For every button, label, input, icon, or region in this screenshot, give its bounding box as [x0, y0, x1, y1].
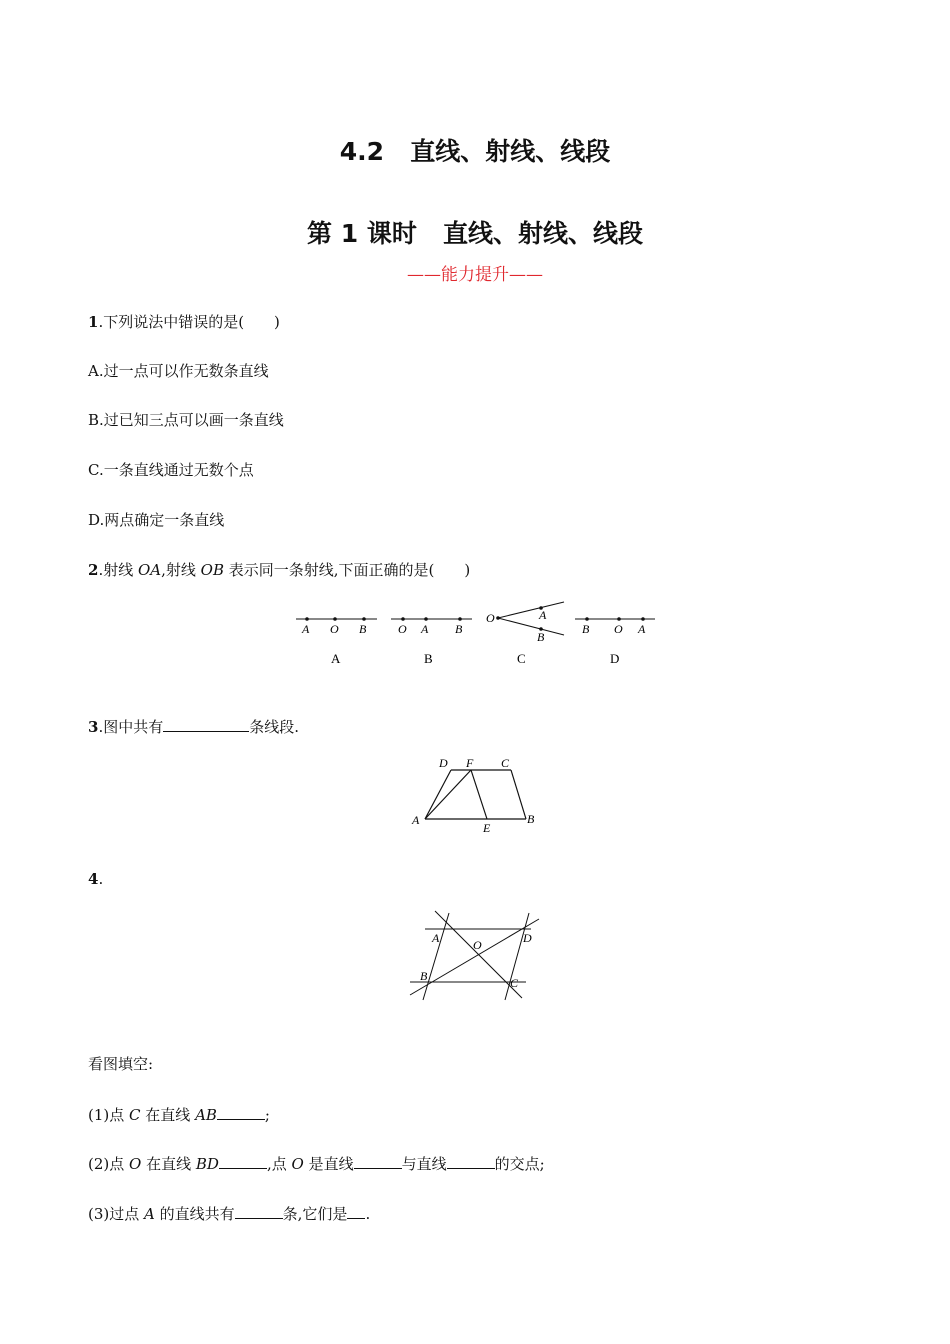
label-a: A: [638, 622, 646, 636]
answer-blank[interactable]: [235, 1203, 283, 1219]
ray-figure-c: [486, 602, 564, 666]
point-b: [362, 617, 366, 621]
question-1-text: .下列说法中错误的是( ): [98, 313, 280, 331]
section-title: [0, 132, 950, 168]
point-o: [617, 617, 621, 621]
question-3-figure: [405, 752, 545, 837]
label-o: O: [398, 622, 407, 636]
point-o: [401, 617, 405, 621]
label-a: A: [412, 813, 420, 827]
ray-oa-label: OA: [137, 561, 162, 579]
label-o: O: [473, 938, 482, 952]
label-e: E: [483, 821, 491, 835]
question-4-part-1: [88, 1104, 270, 1125]
part-3-end: .: [365, 1205, 371, 1223]
question-1-option-a: A.过一点可以作无数条直线: [88, 362, 269, 380]
label-o: O: [330, 622, 339, 636]
part-2-text-f: 的交点;: [494, 1155, 545, 1173]
label-c: C: [510, 976, 519, 990]
ray-figure-b: [391, 617, 472, 666]
question-1-option-d: D.两点确定一条直线: [88, 511, 225, 529]
question-4-part-2: [88, 1153, 545, 1174]
question-1-stem: [88, 312, 280, 332]
point-a: [641, 617, 645, 621]
label-b: B: [420, 969, 428, 983]
part-3-text-b: 的直线共有: [154, 1205, 235, 1223]
answer-blank[interactable]: [217, 1104, 265, 1120]
label-b: B: [527, 812, 535, 826]
point-o-label: O: [129, 1155, 142, 1173]
label-o: O: [614, 622, 623, 636]
part-3-text-a: (3)过点: [88, 1205, 145, 1223]
label-a: A: [432, 931, 440, 945]
point-o: [496, 616, 500, 620]
answer-blank[interactable]: [219, 1153, 267, 1169]
ray-ob-label: OB: [200, 561, 224, 579]
ray-figure-d: [575, 617, 655, 666]
label-b: B: [582, 622, 590, 636]
label-a: A: [539, 608, 547, 622]
ray-figure-a: [296, 617, 377, 666]
question-2-text-b: ,射线: [161, 561, 201, 579]
caption-b: B: [424, 651, 433, 666]
question-1-option-c: C.一条直线通过无数个点: [88, 461, 254, 479]
question-4-number: 4: [88, 870, 99, 888]
point-o-label: O: [291, 1155, 304, 1173]
answer-blank[interactable]: [347, 1203, 365, 1219]
section-title-text: 直线、射线、线段: [410, 137, 611, 166]
label-d: D: [439, 756, 448, 770]
question-1-option-b: B.过已知三点可以画一条直线: [88, 411, 284, 429]
question-2-number: 2: [88, 561, 99, 579]
point-c-label: C: [129, 1106, 141, 1124]
question-2-figure: [290, 600, 660, 675]
part-1-end: ;: [264, 1106, 270, 1124]
point-b: [585, 617, 589, 621]
part-3-text-c: 条,它们是: [282, 1205, 348, 1223]
point-b: [458, 617, 462, 621]
label-b: B: [455, 622, 463, 636]
question-1-number: 1: [88, 313, 99, 331]
label-b: B: [359, 622, 367, 636]
caption-c: C: [517, 651, 526, 666]
part-2-text-a: (2)点: [88, 1155, 130, 1173]
question-4-prompt: 看图填空:: [88, 1055, 154, 1073]
point-a-label: A: [144, 1205, 155, 1223]
line-bd-label: BD: [195, 1155, 219, 1173]
part-2-text-d: 是直线: [303, 1155, 354, 1173]
question-4-part-3: [88, 1203, 370, 1224]
part-1-text-b: 在直线: [140, 1106, 196, 1124]
question-4-stem: [88, 869, 103, 889]
lesson-label: 第 1 课时: [307, 219, 417, 248]
question-3-stem: [88, 716, 299, 737]
question-3-number: 3: [88, 718, 99, 736]
label-c: C: [501, 756, 510, 770]
part-2-text-b: 在直线: [141, 1155, 196, 1173]
question-3-text-a: .图中共有: [98, 718, 164, 736]
label-d: D: [523, 931, 532, 945]
lesson-title-text: 直线、射线、线段: [442, 219, 643, 248]
label-o: O: [486, 611, 495, 625]
question-3-text-b: 条线段.: [249, 718, 299, 736]
caption-d: D: [610, 651, 620, 666]
lesson-title: [0, 214, 950, 250]
part-2-text-e: 与直线: [401, 1155, 447, 1173]
label-f: F: [466, 756, 474, 770]
question-4-text: .: [98, 870, 104, 888]
caption-a: A: [331, 651, 341, 666]
question-2-stem: [88, 560, 470, 580]
question-2-text-a: .射线: [98, 561, 138, 579]
point-a: [424, 617, 428, 621]
line-ab-label: AB: [195, 1106, 217, 1124]
label-a: A: [302, 622, 310, 636]
point-o: [333, 617, 337, 621]
answer-blank[interactable]: [163, 716, 249, 732]
question-4-figure: [405, 908, 550, 1003]
part-1-text-a: (1)点: [88, 1106, 130, 1124]
part-2-text-c: ,点: [266, 1155, 292, 1173]
ability-band: ——能力提升——: [407, 265, 543, 285]
label-a: A: [421, 622, 429, 636]
label-b: B: [537, 630, 545, 644]
question-2-text-c: 表示同一条射线,下面正确的是( ): [224, 561, 471, 579]
answer-blank[interactable]: [447, 1153, 495, 1169]
section-number: 4.2: [339, 137, 385, 166]
answer-blank[interactable]: [354, 1153, 402, 1169]
point-a: [305, 617, 309, 621]
